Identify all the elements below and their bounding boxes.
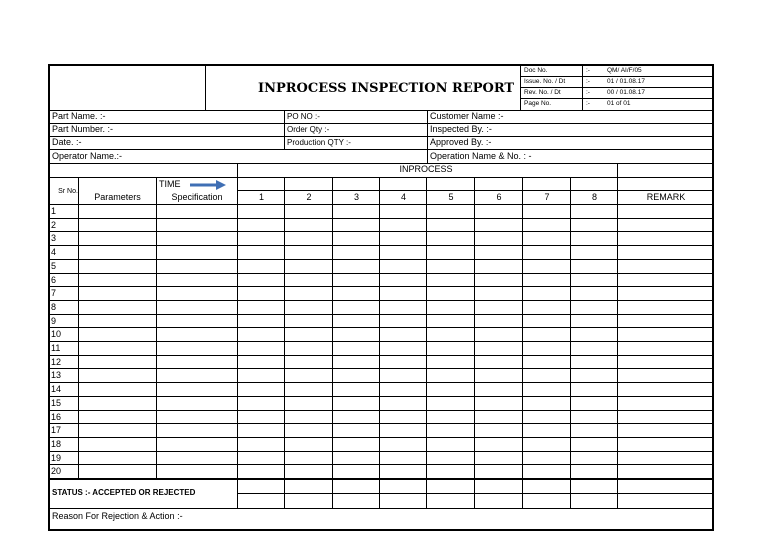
rev-no-label: Rev. No. / Dt bbox=[524, 89, 561, 96]
footer-bottom-line bbox=[50, 508, 714, 509]
header-bottom-line bbox=[50, 110, 714, 111]
table-row-line bbox=[50, 437, 714, 438]
row-number: 12 bbox=[51, 357, 62, 367]
info-divider-2 bbox=[427, 110, 428, 163]
column-header-1: 1 bbox=[258, 192, 264, 202]
issue-no-sep: :- bbox=[586, 78, 590, 85]
col-line-5 bbox=[474, 177, 475, 509]
date-field: Date. :- bbox=[52, 137, 82, 147]
customer-name-field: Customer Name :- bbox=[430, 111, 504, 121]
inspection-report-sheet bbox=[48, 64, 714, 531]
operation-field: Operation Name & No. : - bbox=[430, 151, 532, 161]
table-row-line bbox=[50, 245, 714, 246]
row-number: 4 bbox=[51, 247, 57, 257]
rev-no-sep: :- bbox=[586, 89, 590, 96]
order-qty-field: Order Qty :- bbox=[287, 125, 330, 134]
report-title: INPROCESS INSPECTION REPORT bbox=[258, 81, 515, 96]
header-divider-left bbox=[205, 66, 206, 110]
po-no-field: PO NO :- bbox=[287, 112, 320, 121]
reason-label: Reason For Rejection & Action :- bbox=[52, 511, 183, 521]
row-number: 2 bbox=[51, 220, 57, 230]
row-number: 6 bbox=[51, 275, 57, 285]
table-row-line bbox=[50, 327, 714, 328]
row-number: 10 bbox=[51, 329, 62, 339]
row-number: 20 bbox=[51, 466, 62, 476]
doc-no-sep: :- bbox=[586, 67, 590, 74]
col-line-1 bbox=[284, 177, 285, 509]
inprocess-label: INPROCESS bbox=[399, 164, 453, 174]
production-qty-field: Production QTY :- bbox=[287, 138, 351, 147]
doc-info-line bbox=[520, 87, 714, 88]
time-label: TIME bbox=[159, 179, 181, 189]
table-row-line bbox=[50, 259, 714, 260]
table-row-line bbox=[50, 314, 714, 315]
issue-no-value: 01 / 01.08.17 bbox=[607, 78, 645, 85]
col-line-7 bbox=[570, 177, 571, 509]
part-name-field: Part Name. :- bbox=[52, 111, 106, 121]
doc-info-line bbox=[520, 98, 714, 99]
info-row-line bbox=[50, 136, 714, 137]
table-row-line bbox=[50, 218, 714, 219]
row-number: 7 bbox=[51, 288, 57, 298]
column-header-2: 2 bbox=[306, 192, 312, 202]
issue-no-label: Issue. No. / Dt bbox=[524, 78, 566, 85]
doc-info-divider bbox=[582, 66, 583, 110]
table-row-line bbox=[50, 382, 714, 383]
row-number: 17 bbox=[51, 425, 62, 435]
table-row-line bbox=[50, 451, 714, 452]
table-row-line bbox=[50, 300, 714, 301]
table-row-line bbox=[50, 341, 714, 342]
part-number-field: Part Number. :- bbox=[52, 124, 114, 134]
row-number: 9 bbox=[51, 316, 57, 326]
row-number: 14 bbox=[51, 384, 62, 394]
info-row-line bbox=[50, 149, 714, 150]
remark-header: REMARK bbox=[646, 192, 686, 202]
table-row-line bbox=[50, 396, 714, 397]
doc-info-line bbox=[520, 76, 714, 77]
row-number: 19 bbox=[51, 453, 62, 463]
col-line-8 bbox=[617, 163, 618, 509]
parameters-header: Parameters bbox=[94, 192, 141, 202]
arrow-right-icon bbox=[190, 180, 226, 190]
table-row-line bbox=[50, 355, 714, 356]
col-line-4 bbox=[426, 177, 427, 509]
column-header-8: 8 bbox=[591, 192, 597, 202]
page-no-label: Page No. bbox=[524, 100, 552, 107]
table-header-bottom-line bbox=[50, 204, 714, 205]
column-header-6: 6 bbox=[496, 192, 502, 202]
column-header-4: 4 bbox=[400, 192, 406, 202]
sr-no-header: Sr No. bbox=[58, 188, 78, 195]
col-line-3 bbox=[379, 177, 380, 509]
info-divider-1 bbox=[284, 110, 285, 150]
footer-mid-line bbox=[237, 493, 714, 494]
column-header-7: 7 bbox=[544, 192, 550, 202]
row-number: 5 bbox=[51, 261, 57, 271]
table-row-line bbox=[50, 231, 714, 232]
row-number: 13 bbox=[51, 370, 62, 380]
row-number: 18 bbox=[51, 439, 62, 449]
table-row-line bbox=[50, 286, 714, 287]
col-line-sr bbox=[78, 177, 79, 479]
specification-header: Specification bbox=[171, 192, 223, 202]
header-divider-right bbox=[520, 66, 521, 110]
page-no-value: 01 of 01 bbox=[607, 100, 631, 107]
column-header-5: 5 bbox=[448, 192, 454, 202]
row-number: 15 bbox=[51, 398, 62, 408]
status-label: STATUS :- ACCEPTED OR REJECTED bbox=[52, 488, 196, 497]
table-row-line bbox=[50, 368, 714, 369]
table-header-line bbox=[50, 177, 714, 178]
info-row-line bbox=[50, 123, 714, 124]
operator-name-field: Operator Name.:- bbox=[52, 151, 123, 161]
column-header-3: 3 bbox=[353, 192, 359, 202]
doc-no-value: QM/ AI/F/05 bbox=[607, 67, 642, 74]
col-line-param bbox=[156, 177, 157, 479]
row-number: 8 bbox=[51, 302, 57, 312]
approved-by-field: Approved By. :- bbox=[430, 137, 492, 147]
col-line-2 bbox=[332, 177, 333, 509]
col-line-spec bbox=[237, 163, 238, 509]
row-number: 3 bbox=[51, 233, 57, 243]
row-number: 1 bbox=[51, 206, 57, 216]
col-line-6 bbox=[522, 177, 523, 509]
page-no-sep: :- bbox=[586, 100, 590, 107]
table-row-line bbox=[50, 410, 714, 411]
row-number: 11 bbox=[51, 343, 61, 353]
table-row-line bbox=[50, 464, 714, 465]
footer-top-line bbox=[50, 479, 714, 480]
table-row-line bbox=[50, 273, 714, 274]
inspected-by-field: Inspected By. :- bbox=[430, 124, 492, 134]
doc-no-label: Doc No. bbox=[524, 67, 548, 74]
table-row-line bbox=[50, 423, 714, 424]
row-number: 16 bbox=[51, 412, 62, 422]
table-header-line bbox=[238, 190, 714, 191]
rev-no-value: 00 / 01.08.17 bbox=[607, 89, 645, 96]
